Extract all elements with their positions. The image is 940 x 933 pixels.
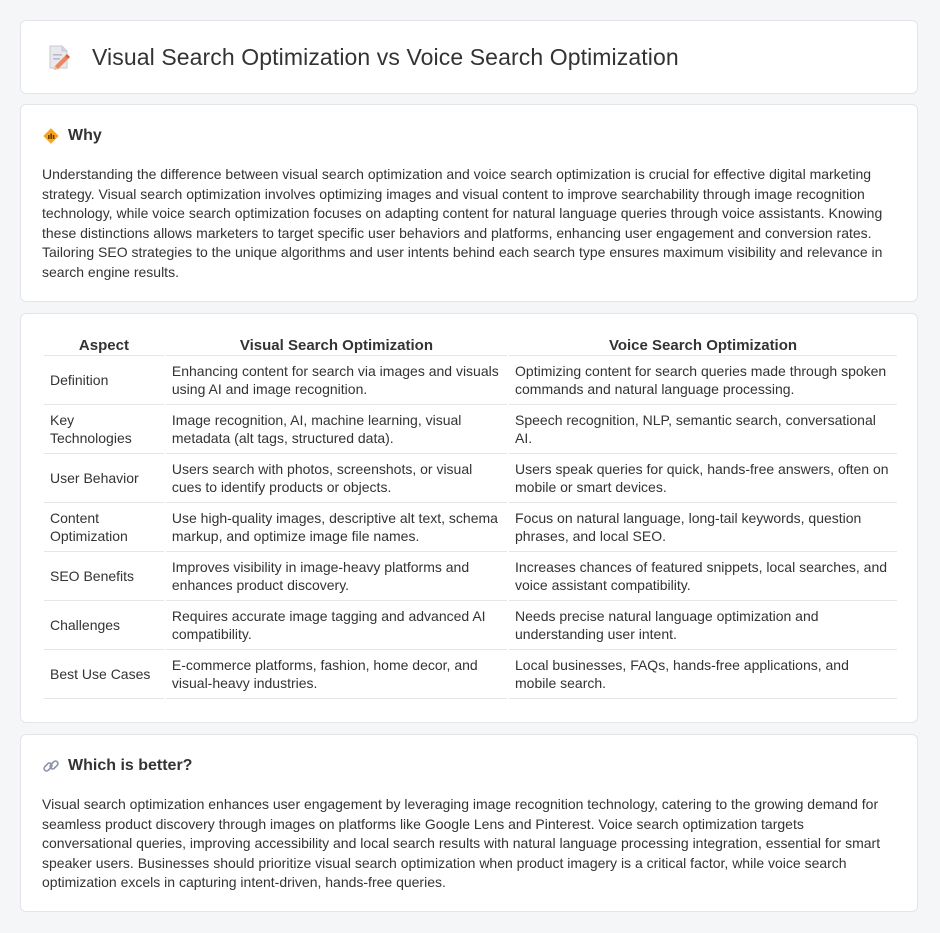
row-voice: Increases chances of featured snippets, local searches, and voice assistant compatibility. xyxy=(509,552,897,601)
row-aspect: Best Use Cases xyxy=(44,650,164,699)
comparison-card xyxy=(20,313,918,723)
page-title: Visual Search Optimization vs Voice Search Optimization xyxy=(92,43,679,70)
row-voice: Local businesses, FAQs, hands-free applications, and mobile search. xyxy=(509,650,897,699)
row-visual: Image recognition, AI, machine learning, visual metadata (alt tags, structured data). xyxy=(166,405,507,454)
diamond-signal-icon xyxy=(42,127,60,145)
table-row xyxy=(44,601,897,650)
row-voice: Focus on natural language, long-tail keywords, question phrases, and local SEO. xyxy=(509,503,897,552)
row-aspect: SEO Benefits xyxy=(44,552,164,601)
header-voice: Voice Search Optimization xyxy=(509,335,897,356)
table-row xyxy=(44,356,897,405)
table-row xyxy=(44,552,897,601)
document-pencil-icon xyxy=(46,43,72,71)
row-visual: Users search with photos, screenshots, or visual cues to identify products or objects. xyxy=(166,454,507,503)
row-visual: Enhancing content for search via images and visuals using AI and image recognition. xyxy=(166,356,507,405)
why-heading: Why xyxy=(68,127,102,144)
row-aspect: Key Technologies xyxy=(44,405,164,454)
row-voice: Speech recognition, NLP, semantic search, conversational AI. xyxy=(509,405,897,454)
which-better-section xyxy=(20,734,918,912)
row-aspect: Challenges xyxy=(44,601,164,650)
table-row xyxy=(44,405,897,454)
row-voice: Users speak queries for quick, hands-free answers, often on mobile or smart devices. xyxy=(509,454,897,503)
comparison-table xyxy=(42,335,899,699)
row-voice: Optimizing content for search queries made through spoken commands and natural language processing. xyxy=(509,356,897,405)
why-section xyxy=(20,104,918,302)
row-visual: Improves visibility in image-heavy platforms and enhances product discovery. xyxy=(166,552,507,601)
row-aspect: Content Optimization xyxy=(44,503,164,552)
row-aspect: User Behavior xyxy=(44,454,164,503)
table-row xyxy=(44,503,897,552)
why-text: Understanding the difference between visual search optimization and voice search optimization is crucial for effective digital marketing strategy. Visual search optimization involves optimizing images and visual content to improve searchability through image recognition technology, while voice search optimization focuses on adapting content for natural language queries through voice assistants. Knowing these distinctions allows marketers to target specific user behaviors and platforms, enhancing user engagement and conversion rates. Tailoring SEO strategies to the unique algorithms and user intents behind each search type ensures maximum visibility and relevance in search engine results. xyxy=(42,166,883,280)
link-icon xyxy=(42,757,60,775)
row-visual: E-commerce platforms, fashion, home decor, and visual-heavy industries. xyxy=(166,650,507,699)
header-aspect: Aspect xyxy=(44,335,164,356)
which-better-text: Visual search optimization enhances user engagement by leveraging image recognition technology, catering to the growing demand for seamless product discovery through images on platforms like Google Lens and Pinterest. Voice search optimization targets conversational queries, improving accessibility and local search results with natural language processing integration, essential for smart speaker users. Businesses should prioritize visual search optimization when product imagery is a critical factor, while voice search optimization excels in capturing intent-driven, hands-free queries. xyxy=(42,796,881,891)
table-row xyxy=(44,650,897,699)
row-visual: Requires accurate image tagging and advanced AI compatibility. xyxy=(166,601,507,650)
table-row xyxy=(44,454,897,503)
row-voice: Needs precise natural language optimization and understanding user intent. xyxy=(509,601,897,650)
table-header-row xyxy=(44,335,897,356)
which-better-heading: Which is better? xyxy=(68,757,193,774)
title-card xyxy=(20,20,918,94)
header-visual: Visual Search Optimization xyxy=(166,335,507,356)
row-visual: Use high-quality images, descriptive alt text, schema markup, and optimize image file names. xyxy=(166,503,507,552)
row-aspect: Definition xyxy=(44,356,164,405)
